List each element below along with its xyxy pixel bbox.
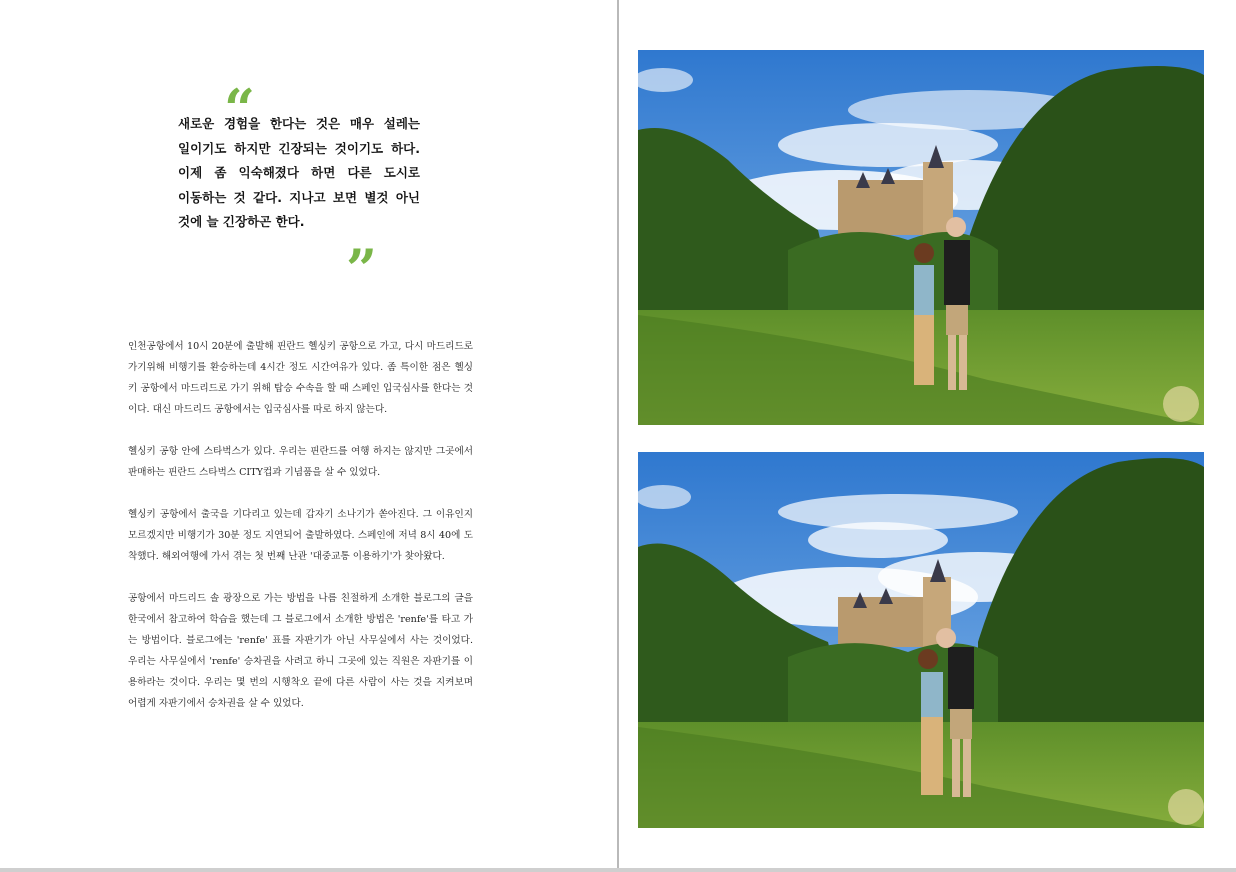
close-quote-mark: ” [346,237,378,301]
body-paragraph: 헬싱키 공항에서 출국을 기다리고 있는데 갑자기 소나기가 쏟아진다. 그 이유인지 모르겠지만 비행기가 30분 정도 지연되어 출발하였다. 스페인에 저녁 8시 40에 도착했다. 해외여행에 가서 겪는 첫 번째 난관 '대중교통 이용하기'가 찾아왔다. [128,509,473,562]
pull-quote-text: 새로운 경험을 한다는 것은 매우 설레는 일이기도 하지만 긴장되는 것이기도 하다. 이제 좀 익숙해졌다 하면 다른 도시로 이동하는 것 같다. 지나고 보면 별것 아닌 것에 늘 긴장하곤 한다. [178,116,420,229]
photo-illustration [638,452,1204,828]
body-paragraph: 헬싱키 공항 안에 스타벅스가 있다. 우리는 핀란드를 여행 하지는 않지만 그곳에서 판매하는 핀란드 스타벅스 CITY컵과 기념품을 살 수 있었다. [128,446,473,478]
article-body [128,336,473,714]
body-paragraph: 공항에서 마드리드 솔 광장으로 가는 방법을 나름 친절하게 소개한 블로그의 글을 한국에서 참고하여 학습을 했는데 그 블로그에서 소개한 방법은 'renfe'를 타고 가는 방법이다. 블로그에는 'renfe' 표를 자판기가 아닌 사무실에서 사는 것이었다. 우리는 사무실에서 'renfe' 승차권을 사려고 하니 그곳에 있는 직원은 자판기를 이용하라는 것이다. 우리는 몇 번의 시행착오 끝에 다른 사람이 사는 것을 지켜보며 어렵게 자판기에서 승차권을 살 수 있었다. [128,593,473,709]
page-bottom-edge [0,868,1236,872]
photo-couple-castle-2 [638,452,1204,828]
open-quote-mark: “ [224,77,256,141]
photo-illustration [638,50,1204,425]
page-gutter [617,0,619,872]
photo-couple-castle-1 [638,50,1204,425]
body-paragraph: 인천공항에서 10시 20분에 출발해 핀란드 헬싱키 공항으로 가고, 다시 마드리드로 가기위해 비행기를 환승하는데 4시간 정도 시간여유가 있다. 좀 특이한 점은 헬싱키 공항에서 마드리드로 가기 위해 탑승 수속을 할 때 스페인 입국심사를 한다는 것이다. 대신 마드리드 공항에서는 입국심사를 따로 하지 않는다. [128,341,473,415]
